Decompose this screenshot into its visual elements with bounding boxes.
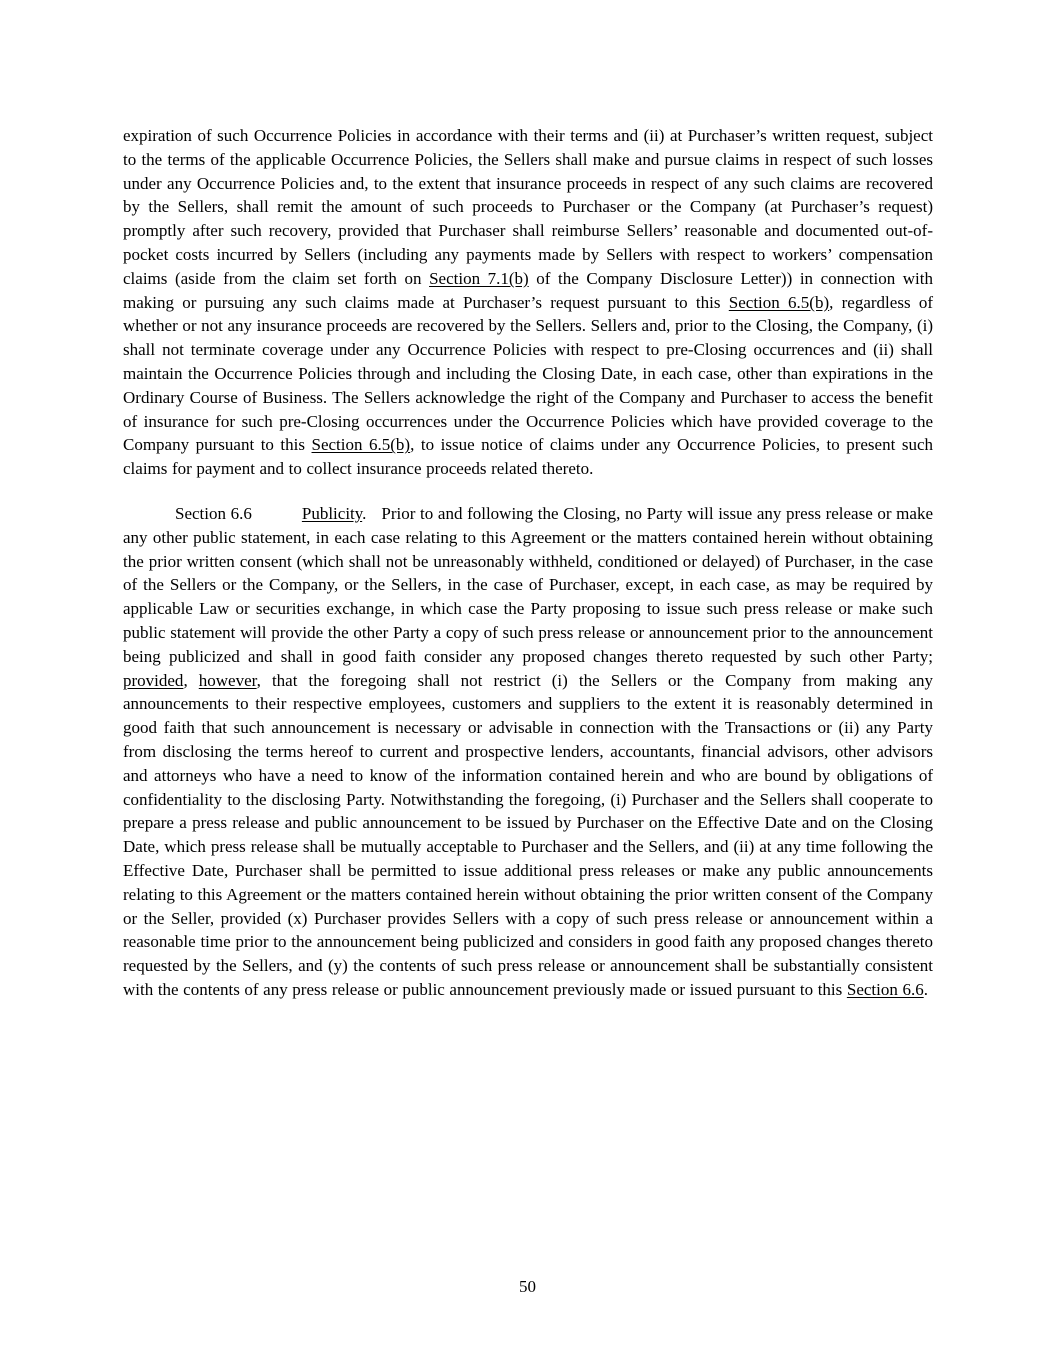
text-run: , xyxy=(183,670,199,690)
text-run: expiration of such Occurrence Policies in accordance with their terms and (ii) at Purchaser’s written request, subject to the terms of the applicable Occurrence Policies, the Sellers shall make and pursue claims in respect of such losses under any Occurrence Policies and, to the extent that insurance proceeds in respect of any such claims are recovered by the Sellers, shall remit the amount of such proceeds to Purchaser or the Company (at Purchaser’s request) promptly after such recovery, provided that Purchaser shall reimburse Sellers’ reasonable and documented out-of-pocket costs incurred by Sellers (including any payments made by Sellers with respect to workers’ compensation claims (aside from the claim set forth on xyxy=(123,126,933,288)
underlined-text-run: Publicity xyxy=(301,503,363,523)
underlined-text-run: Section 7.1(b) xyxy=(429,268,529,288)
tab-spacer xyxy=(252,518,302,519)
text-run: Prior to and following the Closing, no Party will issue any press release or make any other public statement, in each case relating to this Agreement or the matters contained herein without obtaining the prior written consent (which shall not be unreasonably withheld, conditioned or delayed) of Purchaser, in the case of the Sellers or the Company, or the Sellers, in the case of Purchaser, except, in each case, as may be required by applicable Law or securities exchange, in which case the Party proposing to issue such press release or make such public statement will provide the other Party a copy of such press release or announcement prior to the announcement being publicized and shall in good faith consider any proposed changes thereto requested by such other Party; xyxy=(123,503,933,666)
paragraph-occurrence-policies xyxy=(123,124,933,481)
text-run: , to issue notice of claims under any Occurrence Policies, to present such claims for payment and to collect insurance proceeds related thereto. xyxy=(123,435,933,479)
underlined-text-run: Section 6.5(b) xyxy=(728,292,830,312)
underlined-text-run: however xyxy=(198,670,257,690)
text-run: Section 6.6 xyxy=(175,503,252,523)
text-run: . xyxy=(923,979,928,999)
text-run: , that the foregoing shall not restrict (i) the Sellers or the Company from making any announcements to their respective employees, customers and suppliers to the extent it is reasonably determined in good faith that such announcement is necessary or advisable in connection with the Transactions or (ii) any Party from disclosing the terms hereof to current and prospective lenders, accountants, financial advisors, other advisors and attorneys who have a need to know of the information contained herein and who are bound by obligations of confidentiality to the disclosing Party. Notwithstanding the foregoing, (i) Purchaser and the Sellers shall cooperate to prepare a press release and public announcement to be issued by Purchaser on the Effective Date and on the Closing Date, which press release shall be mutually acceptable to Purchaser and the Sellers, and (ii) at any time following the Effective Date, Purchaser shall be permitted to issue additional press releases or make any public announcements relating to this Agreement or the matters contained herein without obtaining the prior written consent of the Company or the Seller, provided (x) Purchaser provides Sellers with a copy of such press release or announcement within a reasonable time prior to the announcement being publicized and considers in good faith any proposed changes thereto requested by the Sellers, and (y) the contents of such press release or announcement shall be substantially consistent with the contents of any press release or public announcement previously made or issued pursuant to this xyxy=(123,670,933,999)
tab-spacer xyxy=(366,518,381,519)
paragraph-section-6-6-publicity xyxy=(123,502,933,1002)
page-number: 50 xyxy=(519,1277,536,1296)
text-run: . xyxy=(362,503,367,523)
underlined-text-run: provided xyxy=(123,670,184,690)
text-run: of the Company Disclosure Letter)) in connection with making or pursuing any such claims made at Purchaser’s request pursuant to this xyxy=(123,268,933,312)
underlined-text-run: Section 6.5(b) xyxy=(311,435,411,455)
text-run: , regardless of whether or not any insurance proceeds are recovered by the Sellers. Sellers and, prior to the Closing, the Company, (i) shall not terminate coverage under any Occurrence Policies with respect to pre-Closing occurrences and (ii) shall maintain the Occurrence Policies through and including the Closing Date, in each case, other than expirations in the Ordinary Course of Business. The Sellers acknowledge the right of the Company and Purchaser to access the benefit of insurance for such pre-Closing occurrences under the Occurrence Policies which have provided coverage to the Company pursuant to this xyxy=(123,292,933,455)
document-body xyxy=(123,124,933,1002)
underlined-text-run: Section 6.6 xyxy=(846,979,924,999)
